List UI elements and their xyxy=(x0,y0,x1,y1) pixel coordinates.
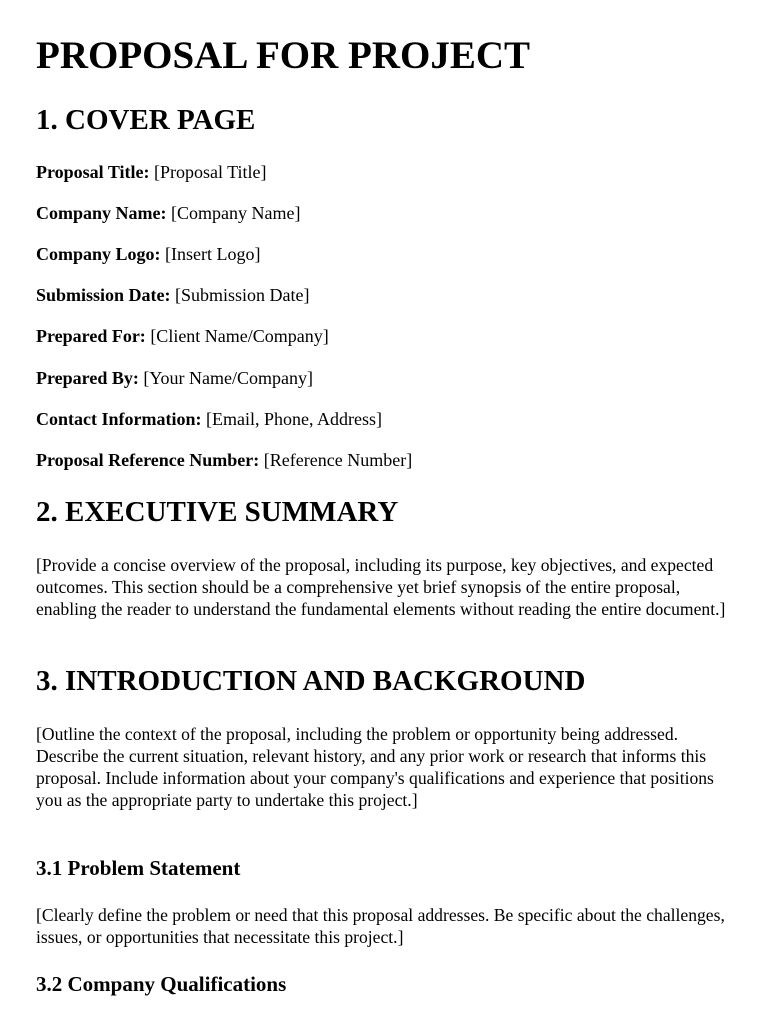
executive-summary-heading: 2. EXECUTIVE SUMMARY xyxy=(36,496,399,528)
field-value: [Email, Phone, Address] xyxy=(205,409,382,429)
introduction-heading: 3. INTRODUCTION AND BACKGROUND xyxy=(36,665,586,697)
field-label: Prepared For: xyxy=(36,326,146,346)
executive-summary-text: [Provide a concise overview of the proposal, including its purpose, key objectives, and expected outcomes. This section should be a comprehensive yet brief synopsis of the entire proposal, enabling the reader to understand the fundamental elements without reading the entire document.] xyxy=(36,555,726,619)
reference-number-field xyxy=(36,449,412,471)
field-label: Proposal Title: xyxy=(36,162,150,182)
contact-information-field xyxy=(36,408,382,430)
field-value: [Reference Number] xyxy=(263,450,413,470)
document-title: PROPOSAL FOR PROJECT xyxy=(36,34,531,77)
field-value: [Proposal Title] xyxy=(154,162,267,182)
problem-statement-heading: 3.1 Problem Statement xyxy=(36,856,241,880)
prepared-by-field xyxy=(36,367,313,389)
field-label: Submission Date: xyxy=(36,285,171,305)
company-logo-field xyxy=(36,243,260,265)
company-name-field xyxy=(36,202,300,224)
problem-statement-text: [Clearly define the problem or need that this proposal addresses. Be specific about the challenges, issues, or opportunities that necessitate this project.] xyxy=(36,905,725,947)
field-label: Proposal Reference Number: xyxy=(36,450,260,470)
field-label: Company Logo: xyxy=(36,244,161,264)
field-label: Contact Information: xyxy=(36,409,202,429)
field-value: [Submission Date] xyxy=(175,285,310,305)
field-label: Company Name: xyxy=(36,203,167,223)
field-value: [Client Name/Company] xyxy=(150,326,329,346)
field-value: [Company Name] xyxy=(171,203,301,223)
prepared-for-field xyxy=(36,325,329,347)
introduction-text: [Outline the context of the proposal, including the problem or opportunity being addressed. Describe the current situation, relevant history, and any prior work or research that informs this proposal. Include information about your company's qualifications and experience that positions you as the appropriate party to undertake this project.] xyxy=(36,724,714,810)
field-label: Prepared By: xyxy=(36,368,139,388)
proposal-title-field xyxy=(36,161,267,183)
field-value: [Your Name/Company] xyxy=(143,368,313,388)
submission-date-field xyxy=(36,284,310,306)
cover-page-heading: 1. COVER PAGE xyxy=(36,104,256,136)
field-value: [Insert Logo] xyxy=(165,244,261,264)
company-qualifications-heading: 3.2 Company Qualifications xyxy=(36,972,287,996)
